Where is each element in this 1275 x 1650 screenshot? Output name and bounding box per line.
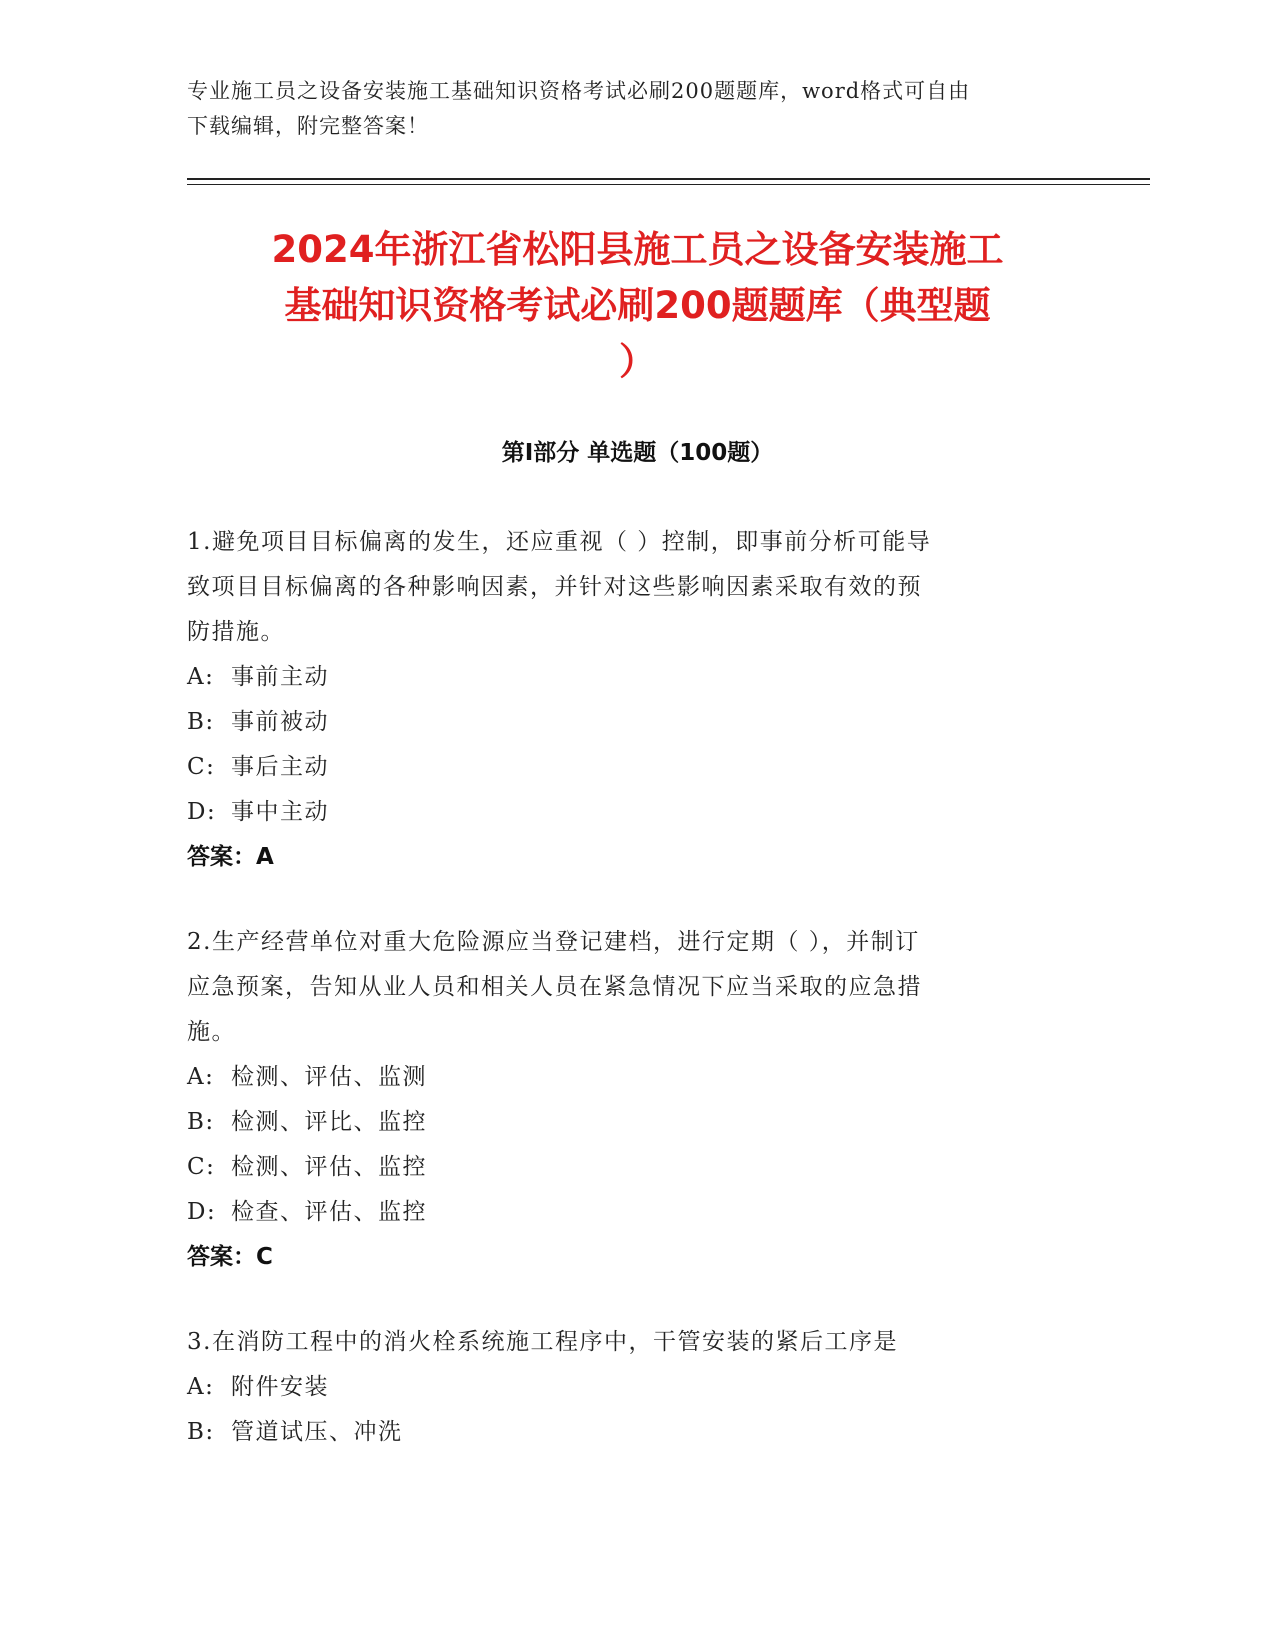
question-text: 2.生产经营单位对重大危险源应当登记建档，进行定期（ ），并制订 bbox=[187, 929, 920, 955]
option-d bbox=[187, 790, 1067, 835]
option-b bbox=[187, 1410, 1067, 1455]
question-text: 应急预案，告知从业人员和相关人员在紧急情况下应当采取的应急措 bbox=[187, 974, 922, 1000]
option-key: D: bbox=[187, 1199, 217, 1225]
question-2 bbox=[187, 920, 1067, 1280]
option-a bbox=[187, 1055, 1067, 1100]
question-3 bbox=[187, 1320, 1067, 1455]
option-c bbox=[187, 745, 1067, 790]
header-divider bbox=[187, 178, 1150, 180]
option-c bbox=[187, 1145, 1067, 1190]
option-text: 检查、评估、监控 bbox=[231, 1199, 427, 1225]
option-key: B: bbox=[187, 709, 215, 735]
option-text: 管道试压、冲洗 bbox=[231, 1419, 403, 1445]
option-d bbox=[187, 1190, 1067, 1235]
option-b bbox=[187, 700, 1067, 745]
option-key: D: bbox=[187, 799, 217, 825]
option-b bbox=[187, 1100, 1067, 1145]
option-key: A: bbox=[187, 1064, 215, 1090]
option-key: B: bbox=[187, 1109, 215, 1135]
section-heading: 第Ⅰ部分 单选题（100题） bbox=[501, 440, 774, 466]
question-1 bbox=[187, 520, 1067, 880]
option-text: 检测、评估、监测 bbox=[231, 1064, 427, 1090]
header-divider-thin bbox=[187, 184, 1150, 185]
option-a bbox=[187, 655, 1067, 700]
option-text: 附件安装 bbox=[231, 1374, 329, 1400]
option-text: 事前被动 bbox=[231, 709, 329, 735]
option-text: 事前主动 bbox=[231, 664, 329, 690]
document-title bbox=[170, 222, 1105, 390]
question-text: 防措施。 bbox=[187, 619, 285, 645]
option-key: C: bbox=[187, 1154, 216, 1180]
answer: 答案：A bbox=[187, 844, 274, 870]
title-line: 基础知识资格考试必刷200题题库（典型题 bbox=[284, 284, 991, 327]
option-text: 检测、评比、监控 bbox=[231, 1109, 427, 1135]
header-note bbox=[187, 74, 1067, 144]
question-text: 施。 bbox=[187, 1019, 236, 1045]
question-text: 3.在消防工程中的消火栓系统施工程序中，干管安装的紧后工序是 bbox=[187, 1329, 898, 1355]
option-text: 事中主动 bbox=[231, 799, 329, 825]
question-list bbox=[187, 520, 1067, 1495]
option-a bbox=[187, 1365, 1067, 1410]
option-text: 检测、评估、监控 bbox=[231, 1154, 427, 1180]
title-line: 2024年浙江省松阳县施工员之设备安装施工 bbox=[271, 228, 1004, 271]
answer: 答案：C bbox=[187, 1244, 273, 1270]
question-text: 致项目目标偏离的各种影响因素，并针对这些影响因素采取有效的预 bbox=[187, 574, 922, 600]
header-note-line: 下载编辑，附完整答案！ bbox=[187, 114, 429, 138]
option-key: C: bbox=[187, 754, 216, 780]
header-note-line: 专业施工员之设备安装施工基础知识资格考试必刷200题题库，word格式可自由 bbox=[187, 79, 971, 103]
option-text: 事后主动 bbox=[231, 754, 329, 780]
title-line: ） bbox=[619, 340, 656, 383]
option-key: A: bbox=[187, 664, 215, 690]
option-key: A: bbox=[187, 1374, 215, 1400]
option-key: B: bbox=[187, 1419, 215, 1445]
question-text: 1.避免项目目标偏离的发生，还应重视（ ）控制，即事前分析可能导 bbox=[187, 529, 932, 555]
